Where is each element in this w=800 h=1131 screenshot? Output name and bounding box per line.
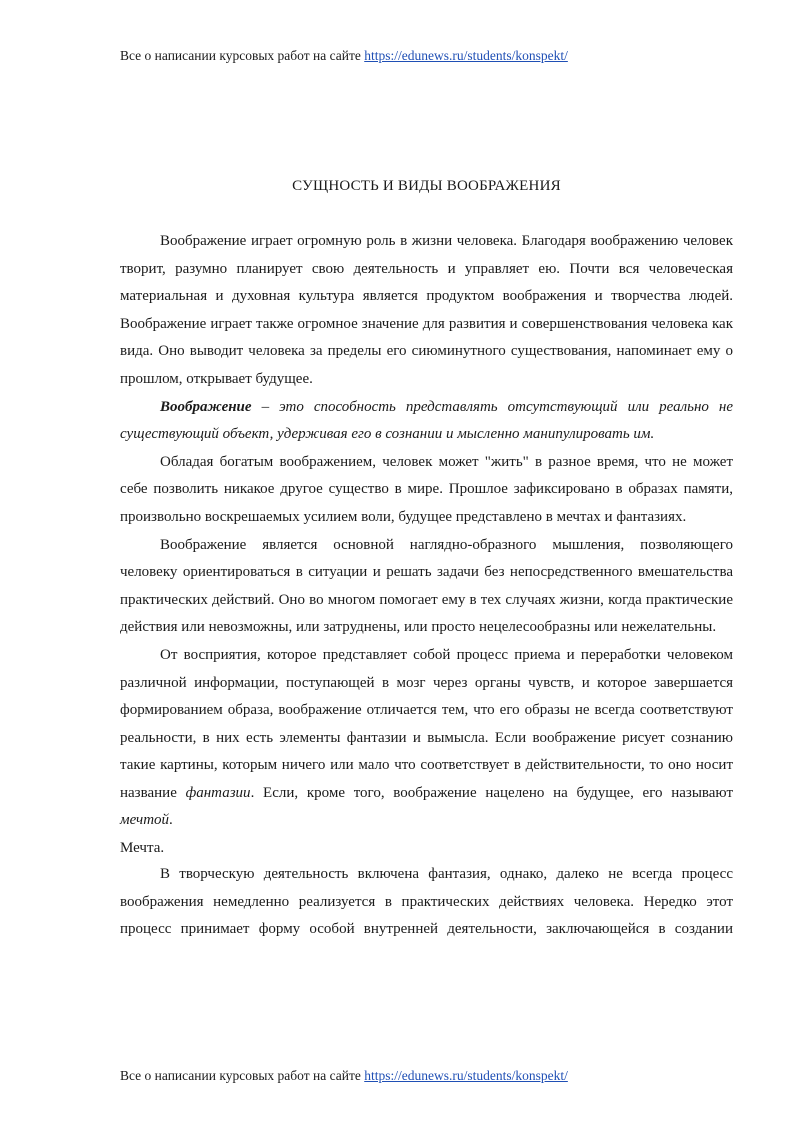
paragraph-6: В творческую деятельность включена фантазия, однако, далеко не всегда процесс воображения немедленно реализуется в практических действиях человека. Нередко этот процесс принимает форму особой внутренней деятельности, заключающейся в создании: [120, 866, 733, 938]
page-footer: [120, 1067, 568, 1085]
definition-term: Воображение: [160, 398, 252, 415]
footer-text: Все о написании курсовых работ на сайте: [120, 1068, 365, 1083]
paragraph-5: [120, 642, 733, 835]
definition-text: – это способность представлять отсутствующий или реально не существующий объект, удерживая его в сознании и мысленно манипулировать им.: [120, 398, 733, 443]
document-title: СУЩНОСТЬ И ВИДЫ ВООБРАЖЕНИЯ: [292, 178, 561, 194]
term-dream: мечтой: [120, 812, 170, 829]
header-text: Все о написании курсовых работ на сайте: [120, 48, 365, 63]
term-fantasy: фантазии: [185, 784, 251, 801]
paragraph-2: [120, 394, 733, 449]
header-link[interactable]: https://edunews.ru/students/konspekt/: [364, 48, 568, 63]
section-subtitle: Мечта.: [120, 840, 165, 857]
paragraph-3: Обладая богатым воображением, человек может "жить" в разное время, что не может себе позволить никакое другое существо в мире. Прошлое зафиксировано в образах памяти, произвольно воскрешаемых усилием воли, будущее представлено в мечтах и фантазиях.: [120, 453, 733, 525]
document-body: [120, 228, 733, 944]
paragraph-1: Воображение играет огромную роль в жизни человека. Благодаря воображению человек творит, разумно планирует свою деятельность и управляет ею. Почти вся человеческая материальная и духовная культура является продуктом воображения и творчества людей. Воображение играет также огромное значение для развития и совершенствования человека как вида. Оно выводит человека за пределы его сиюминутного существования, напоминает ему о прошлом, открывает будущее.: [120, 233, 733, 387]
footer-link[interactable]: https://edunews.ru/students/konspekt/: [364, 1068, 568, 1083]
paragraph-5-part-c: .: [169, 812, 173, 829]
paragraph-5-part-b: . Если, кроме того, воображение нацелено на будущее, его называют: [250, 784, 733, 801]
paragraph-4: Воображение является основной наглядно-образного мышления, позволяющего человеку ориентироваться в ситуации и решать задачи без непосредственного вмешательства практических действий. Оно во многом помогает ему в тех случаях жизни, когда практические действия или невозможны, или затруднены, или просто нецелесообразны или нежелательны.: [120, 536, 733, 636]
paragraph-5-part-a: От восприятия, которое представляет собой процесс приема и переработки человеком различной информации, поступающей в мозг через органы чувств, и которое завершается формированием образа, воображение отличается тем, что его образы не всегда соответствуют реальности, в них есть элементы фантазии и вымысла. Если воображение рисует сознанию такие картины, которым ничего или мало что соответствует в действительности, то оно носит название: [120, 646, 733, 801]
page-header: [120, 47, 568, 65]
